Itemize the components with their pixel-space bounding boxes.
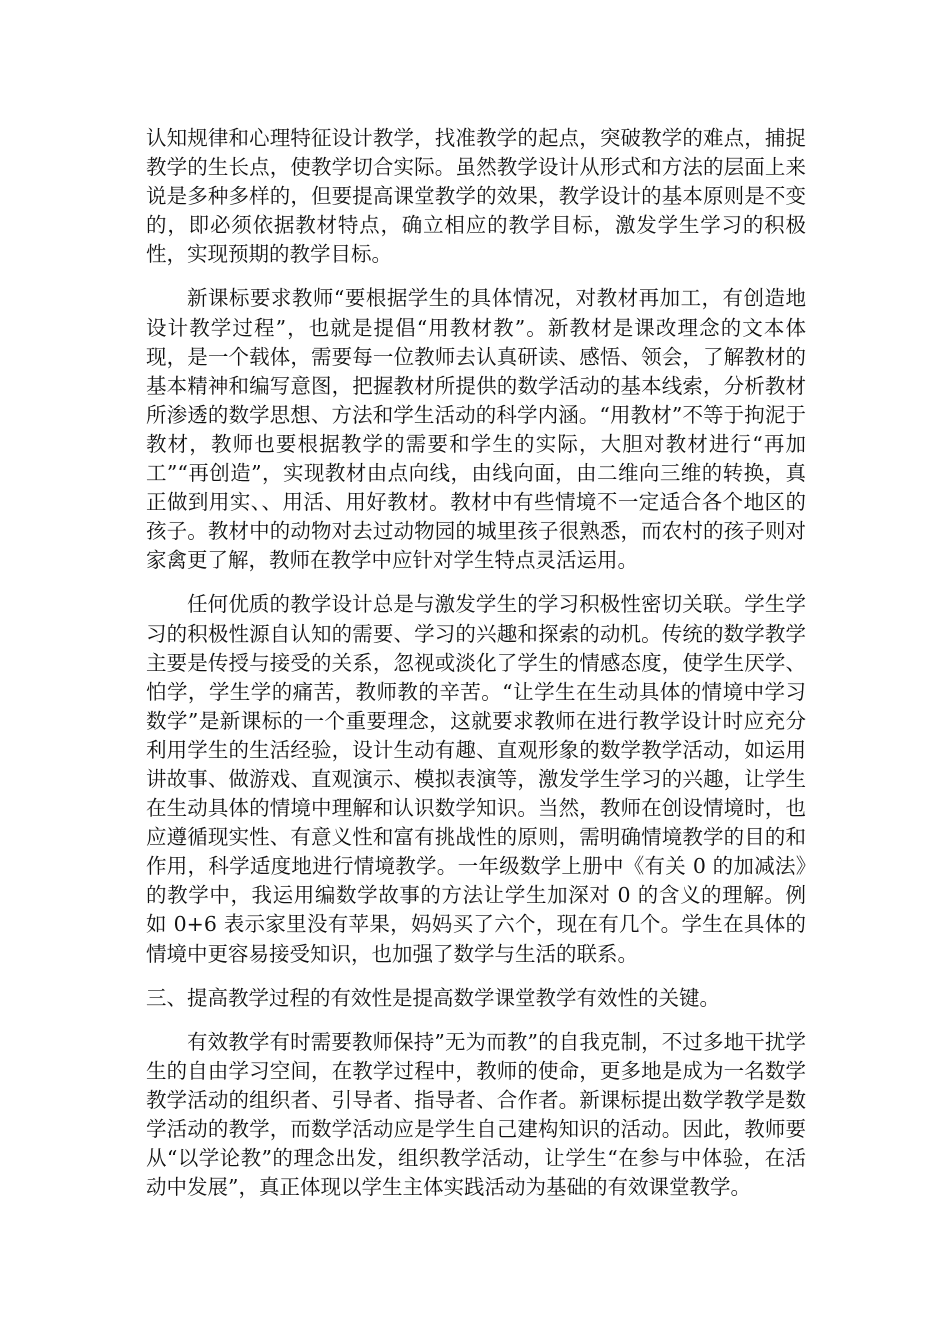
document-body — [146, 124, 806, 1202]
paragraph-use-textbook: 新课标要求教师“要根据学生的具体情况，对教材再加工，有创造地设计教学过程”，也就是提倡“用教材教”。新教材是课改理念的文本体现，是一个载体，需要每一位教师去认真研读、感悟、领会，了解教材的基本精神和编写意图，把握教材所提供的数学活动的基本线索，分析教材所渗透的数学思想、方法和学生活动的科学内涵。“用教材”不等于拘泥于教材，教师也要根据教学的需要和学生的实际，大胆对教材进行“再加工”“再创造”，实现教材由点向线，由线向面，由二维向三维的转换，真正做到用实、、用活、用好教材。教材中有些情境不一定适合各个地区的孩子。教材中的动物对去过动物园的城里孩子很熟悉，而农村的孩子则对家禽更了解，教师在教学中应针对学生特点灵活运用。 — [146, 286, 806, 573]
paragraph-learning-motivation: 任何优质的教学设计总是与激发学生的学习积极性密切关联。学生学习的积极性源自认知的需要、学习的兴趣和探索的动机。传统的数学教学主要是传授与接受的关系，忽视或淡化了学生的情感态度，使学生厌学、怕学，学生学的痛苦，教师教的辛苦。“让学生在生动具体的情境中学习数学”是新课标的一个重要理念，这就要求教师在进行教学设计时应充分利用学生的生活经验，设计生动有趣、直观形象的数学教学活动，如运用讲故事、做游戏、直观演示、模拟表演等，激发学生学习的兴趣，让学生在生动具体的情境中理解和认识数学知识。当然，教师在创设情境时，也应遵循现实性、有意义性和富有挑战性的原则，需明确情境教学的目的和作用，科学适度地进行情境教学。一年级数学上册中《有关 0 的加减法》的教学中，我运用编数学故事的方法让学生加深对 0 的含义的理解。例如 0+6 表示家里没有苹果，妈妈买了六个，现在有几个。学生在具体的情境中更容易接受知识，也加强了数学与生活的联系。 — [146, 592, 806, 966]
paragraph-effective-teaching: 有效教学有时需要教师保持”无为而教”的自我克制，不过多地干扰学生的自由学习空间，在教学过程中，教师的使命，更多地是成为一名数学教学活动的组织者、引导者、指导者、合作者。新课标提出数学教学是数学活动的教学，而数学活动应是学生自己建构知识的活动。因此，教师要从“以学论教”的理念出发，组织教学活动，让学生“在参与中体验，在活动中发展”，真正体现以学生主体实践活动为基础的有效课堂教学。 — [146, 1029, 806, 1200]
paragraph-continuation: 认知规律和心理特征设计教学，找准教学的起点，突破教学的难点，捕捉教学的生长点，使教学切合实际。虽然教学设计从形式和方法的层面上来说是多种多样的，但要提高课堂教学的效果，教学设计的基本原则是不变的，即必须依据教材特点，确立相应的教学目标，激发学生学习的积极性，实现预期的教学目标。 — [146, 126, 806, 267]
section-heading-3: 三、提高教学过程的有效性是提高数学课堂教学有效性的关键。 — [146, 985, 720, 1010]
